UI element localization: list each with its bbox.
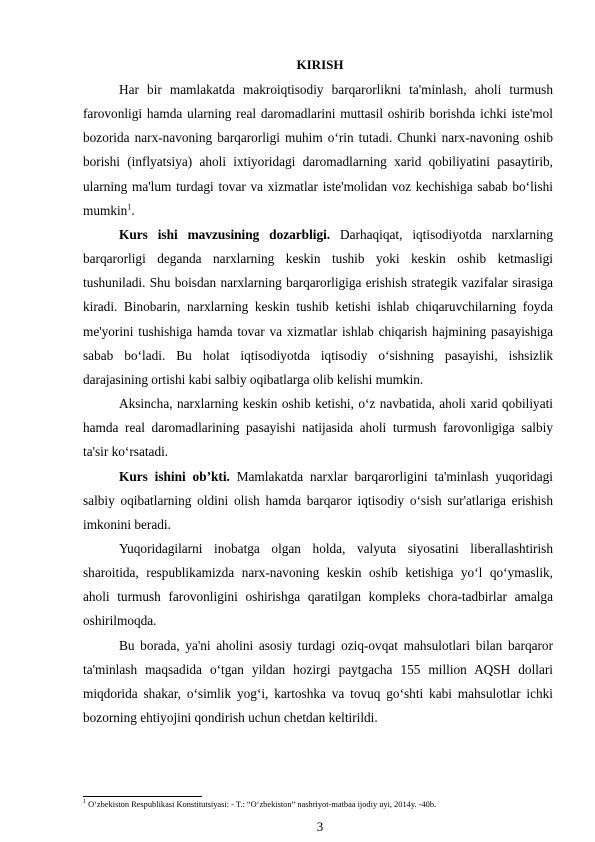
paragraph-object xyxy=(83,465,553,537)
paragraph-object-text: Mamlakatda narxlar barqarorligini ta'minlash yuqoridagi salbiy oqibatlarning oldini olish hamda barqaror iqtisodiy o‘sish sur'atlariga erishish imkonini beradi. xyxy=(83,468,553,532)
paragraph-intro-end: . xyxy=(131,202,135,218)
page-number: 3 xyxy=(316,819,324,834)
footnote-reference: 1 xyxy=(127,202,132,212)
body-text xyxy=(83,78,553,730)
paragraph-imports xyxy=(83,634,553,731)
footnote-text: O‘zbekiston Respublikasi Konstitutsiyasi: - T.: “O‘zbekiston” nashriyot-matbaa ijodiy uyi, 2014y. -40b. xyxy=(86,800,437,809)
paragraph-object-heading: Kurs ishini ob’kti. xyxy=(119,468,230,484)
footnote-separator xyxy=(83,796,202,797)
paragraph-contrary-text: Aksincha, narxlarning keskin oshib ketishi, o‘z navbatida, aholi xarid qobiliyati hamda real daromadlarining pasayishi natijasida aholi turmush farovonligiga salbiy ta'sir ko‘rsatadi. xyxy=(83,396,553,460)
paragraph-imports-text: Bu borada, ya'ni aholini asosiy turdagi oziq-ovqat mahsulotlari bilan barqaror ta'minlash maqsadida o‘tgan yildan hozirgi paytgacha 155 million AQSH dollari miqdorida shakar, o‘simlik yog‘i, kartoshka va tovuq go‘shti kabi mahsulotlar ichki bozorning ehtiyojini qondirish uchun chetdan keltirildi. xyxy=(83,637,553,726)
paragraph-relevance xyxy=(83,223,553,392)
section-title: KIRISH xyxy=(296,57,344,72)
paragraph-intro xyxy=(83,78,553,223)
paragraph-measures xyxy=(83,537,553,634)
paragraph-intro-text: Har bir mamlakatda makroiqtisodiy barqarorlikni ta'minlash, aholi turmush farovonligi hamda ularning real daromadlarini muttasil oshirib borishda ichki iste'mol bozorida narx-navoning barqarorligi muhim o‘rin tutadi. Chunki narx-navoning oshib borishi (inflyatsiya) aholi ixtiyoridagi daromadlarning xarid qobiliyatini pasaytirib, ularning ma'lum turdagi tovar va xizmatlar iste'molidan voz kechishiga sabab bo‘lishi mumkin xyxy=(83,82,553,218)
paragraph-relevance-text: Darhaqiqat, iqtisodiyotda narxlarning barqarorligi deganda narxlarning keskin tushib yoki keskin oshib ketmasligi tushuniladi. Shu boisdan narxlarning barqarorligiga erishish strategik vazifalar sirasiga kiradi. Binobarin, narxlarning keskin tushib ketishi ishlab chiqaruvchilarning foyda me'yorini tushishiga hamda tovar va xizmatlar ishlab chiqarish hajmining pasayishiga sabab bo‘ladi. Bu holat iqtisodiyotda iqtisodiy o‘sishning pasayishi, ishsizlik darajasining ortishi kabi salbiy oqibatlarga olib kelishi mumkin. xyxy=(83,226,553,387)
paragraph-measures-text: Yuqoridagilarni inobatga olgan holda, valyuta siyosatini liberallashtirish sharoitida, respublikamizda narx-navoning keskin oshib ketishiga yo‘l qo‘ymaslik, aholi turmush farovonligini oshirishga qaratilgan kompleks chora-tadbirlar amalga oshirilmoqda. xyxy=(83,540,553,629)
footnote-number: 1 xyxy=(83,799,86,806)
paragraph-relevance-heading: Kurs ishi mavzusining dozarbligi. xyxy=(119,226,331,242)
paragraph-contrary xyxy=(83,392,553,464)
footnote xyxy=(83,800,553,810)
